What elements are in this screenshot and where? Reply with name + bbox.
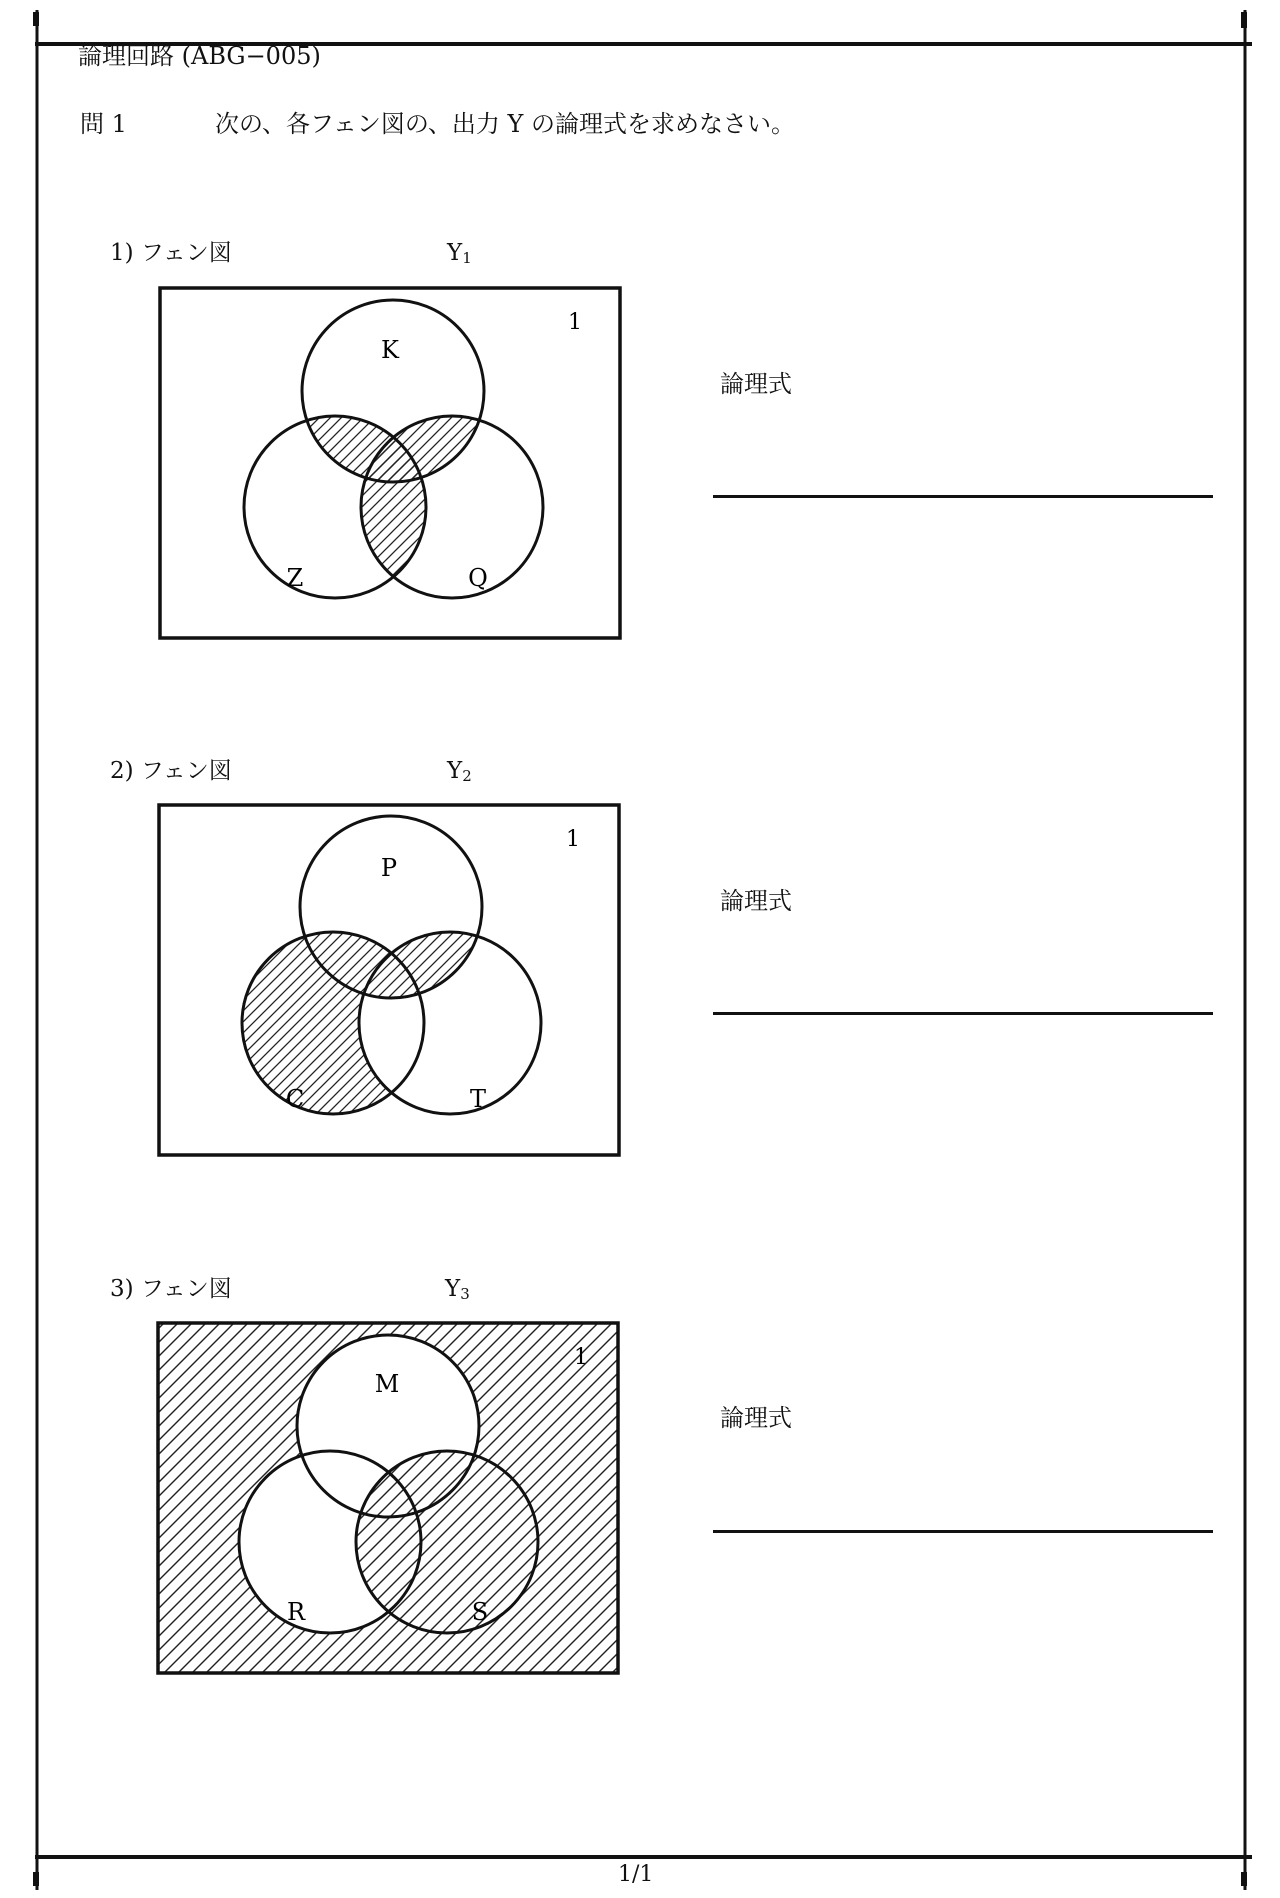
set-label-c: C [285, 1085, 305, 1113]
set-label-q: Q [468, 564, 488, 592]
venn-diagram-1 [155, 285, 625, 645]
problem-3-label: 3) フェン図 [110, 1276, 232, 1302]
problem-3-answer-line[interactable] [713, 1530, 1213, 1533]
universe-label: 1 [568, 310, 582, 335]
problem-1-label: 1) フェン図 [110, 240, 232, 266]
venn-diagram-3 [153, 1320, 623, 1680]
problem-1-answer-line[interactable] [713, 495, 1213, 498]
problem-2-answer-label: 論理式 [720, 887, 792, 915]
set-label-k: K [381, 336, 399, 364]
question-number: 問 1 [80, 110, 127, 138]
problem-3-answer-label: 論理式 [720, 1404, 792, 1432]
set-label-m: M [374, 1370, 400, 1398]
worksheet-title: 論理回路 (ABG−005) [78, 42, 321, 70]
problem-2-label: 2) フェン図 [110, 758, 232, 784]
problem-2-output: $Y_2$ [447, 758, 472, 785]
problem-3-output: $Y_3$ [445, 1276, 470, 1303]
set-label-z: Z [286, 564, 304, 592]
problem-1-output: $Y_1$ [447, 240, 472, 267]
set-label-s: S [471, 1598, 489, 1626]
set-label-t: T [469, 1085, 487, 1113]
universe-label: 1 [574, 1345, 588, 1370]
question-instruction: 次の、各フェン図の、出力 Y の論理式を求めなさい。 [215, 110, 795, 138]
set-label-p: P [380, 854, 398, 882]
venn-diagram-2 [155, 802, 625, 1162]
set-label-r: R [286, 1598, 306, 1626]
problem-1-answer-label: 論理式 [720, 370, 792, 398]
page-number: 1/1 [618, 1862, 654, 1887]
universe-label: 1 [566, 827, 580, 852]
problem-2-answer-line[interactable] [713, 1012, 1213, 1015]
